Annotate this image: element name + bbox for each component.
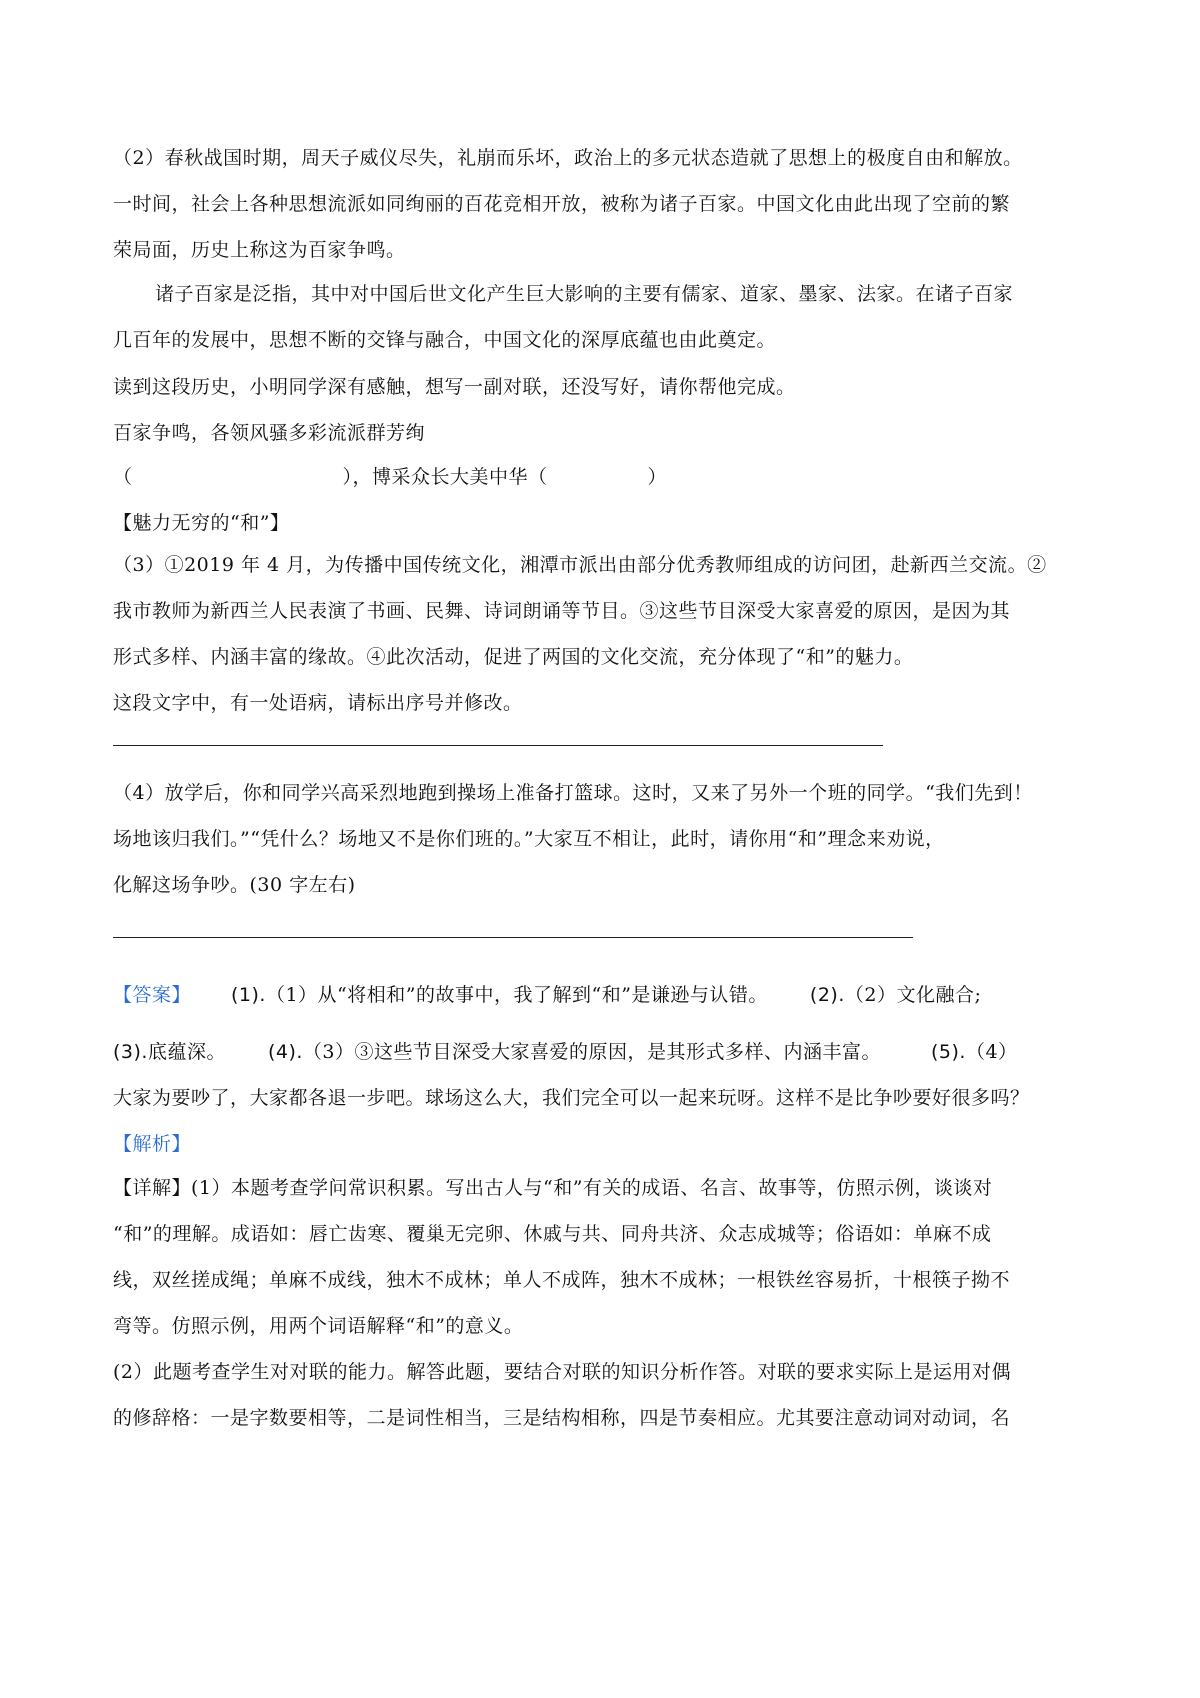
q4-line: （4）放学后，你和同学兴高采烈地跑到操场上准备打篮球。这时，又来了另外一个班的同学。“我们先到！ xyxy=(113,782,1033,804)
answer-row-2 xyxy=(113,1037,1103,1067)
analysis-line: “和”的理解。成语如：唇亡齿寒、覆巢无完卵、休戚与共、同舟共济、众志成城等；俗语如：单麻不成 xyxy=(113,1223,992,1245)
answer-text: （2）文化融合; xyxy=(844,984,982,1006)
q2-paragraph-line: 诸子百家是泛指，其中对中国后世文化产生巨大影响的主要有儒家、道家、墨家、法家。在诸子百家 xyxy=(155,283,1014,305)
answer-text: （3）③这些节目深受大家喜爱的原因，是其形式多样、内涵丰富。 xyxy=(302,1041,882,1063)
answer-text: （4） xyxy=(965,1041,1018,1063)
bracket-open: （ xyxy=(113,466,133,488)
section-title: 【魅力无穷的“和”】 xyxy=(113,512,290,534)
couplet-lower xyxy=(113,462,1103,492)
analysis-line: 线，双丝搓成绳；单麻不成线，独木不成林；单人不成阵，独木不成林；一根铁丝容易折，十根筷子拗不 xyxy=(113,1269,1011,1291)
q2-paragraph-line: 一时间，社会上各种思想流派如同绚丽的百花竞相开放，被称为诸子百家。中国文化由此出现了空前的繁 xyxy=(113,193,1011,215)
analysis-line: 的修辞格：一是字数要相等，二是词性相当，三是结构相称，四是节奏相应。尤其要注意动词对动词，名 xyxy=(113,1407,1011,1429)
answer-tag: 【答案】 xyxy=(113,984,192,1006)
answer-row-1 xyxy=(113,980,1103,1010)
couplet-lower-text: ），博采众长大美中华（ xyxy=(342,466,548,488)
analysis-line: 弯等。仿照示例，用两个词语解释“和”的意义。 xyxy=(113,1315,524,1337)
analysis-line: (2）此题考查学生对对联的能力。解答此题，要结合对联的知识分析作答。对联的要求实际上是运用对偶 xyxy=(113,1361,1012,1383)
answer-number: (4). xyxy=(267,1041,303,1063)
q3-line: 形式多样、内涵丰富的缘故。④此次活动，促进了两国的文化交流，充分体现了“和”的魅力。 xyxy=(113,646,914,668)
answer-line-q3[interactable] xyxy=(113,745,883,746)
q3-instruction: 这段文字中，有一处语病，请标出序号并修改。 xyxy=(113,692,523,714)
q3-line: 我市教师为新西兰人民表演了书画、民舞、诗词朗诵等节目。③这些节目深受大家喜爱的原因，是因为其 xyxy=(113,600,1011,622)
q3-line: （3）①2019 年 4 月，为传播中国传统文化，湘潭市派出由部分优秀教师组成的访问团，赴新西兰交流。② xyxy=(113,554,1047,576)
bracket-close: ） xyxy=(647,466,668,488)
answer-line-q4[interactable] xyxy=(113,937,913,938)
couplet-upper: 百家争鸣，各领风骚多彩流派群芳绚 xyxy=(113,422,426,444)
analysis-line: 【详解】(1）本题考查学问常识积累。写出古人与“和”有关的成语、名言、故事等，仿照示例，谈谈对 xyxy=(113,1177,993,1199)
q2-paragraph-line: （2）春秋战国时期，周天子威仪尽失，礼崩而乐坏，政治上的多元状态造就了思想上的极度自由和解放。 xyxy=(113,147,1023,169)
answer-number: (3). xyxy=(113,1041,148,1063)
q4-line: 场地该归我们。”“凭什么？场地又不是你们班的。”大家互不相让，此时，请你用“和”理念来劝说， xyxy=(113,828,945,850)
answer-number: (1). xyxy=(231,984,266,1006)
q2-paragraph-line: 几百年的发展中，思想不断的交锋与融合，中国文化的深厚底蕴也由此奠定。 xyxy=(113,329,777,351)
q4-line: 化解这场争吵。(30 字左右) xyxy=(113,874,356,896)
answer-text: 底蕴深。 xyxy=(147,1041,226,1063)
q2-instruction: 读到这段历史，小明同学深有感触，想写一副对联，还没写好，请你帮他完成。 xyxy=(113,376,796,398)
answer-text: （1）从“将相和”的故事中，我了解到“和”是谦逊与认错。 xyxy=(265,984,768,1006)
answer-number: (2). xyxy=(809,984,845,1006)
answer-number: (5). xyxy=(931,1041,966,1063)
analysis-tag: 【解析】 xyxy=(113,1133,192,1155)
answer-row-3: 大家为要吵了，大家都各退一步吧。球场这么大，我们完全可以一起来玩呀。这样不是比争吵要好很多吗？ xyxy=(113,1087,1030,1109)
q2-paragraph-line: 荣局面，历史上称这为百家争鸣。 xyxy=(113,239,406,261)
